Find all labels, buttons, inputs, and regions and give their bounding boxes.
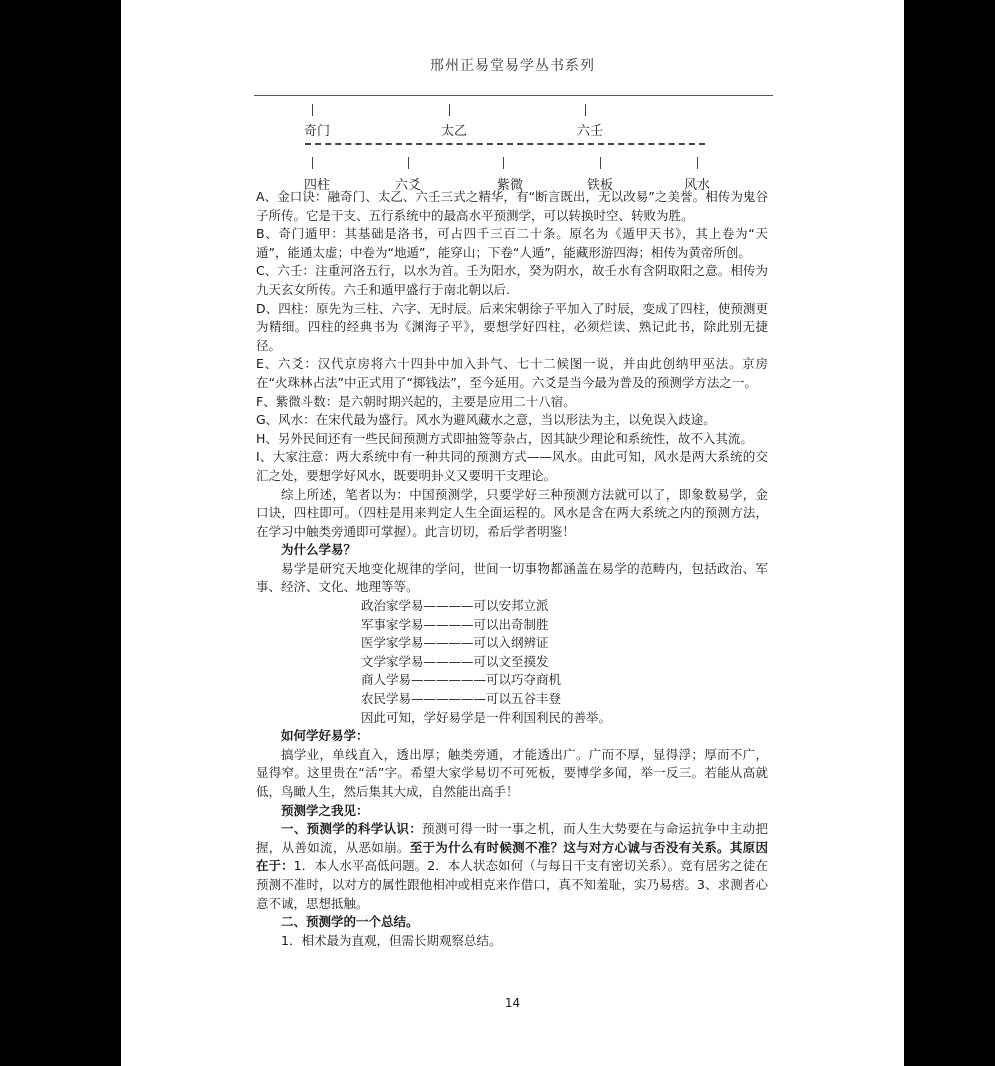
list-item: 因此可知，学好易学是一件利国利民的善举。: [361, 709, 612, 725]
tree-node-liuyao: 六爻: [395, 178, 422, 193]
view-text-1: 预测可得一时一事之机，而人生大势要在与命运抗争中主动把握，从善如流，从恶如崩。: [256, 821, 768, 855]
paragraph-d: D、四柱：原先为三柱、六字、无时辰。后来宋朝徐子平加入了时辰，变成了四柱，使预测更为精细。四柱的经典书为《渊海子平》，要想学好四柱，必须烂读、熟记此书，除此别无捷径。: [256, 300, 768, 353]
list-item: 文学家学易————可以文至摸发: [361, 653, 549, 669]
list-item: 军事家学易————可以出奇制胜: [361, 616, 549, 632]
page-header: 邢州正易堂易学丛书系列: [430, 58, 595, 74]
why-paragraph: 易学是研究天地变化规律的学问，世间一切事物都涵盖在易学的范畴内，包括政治、军事、经济、文化、地理等等。: [256, 560, 768, 595]
paragraph-e: E、六爻：汉代京房将六十四卦中加入卦气、七十二候图一说，并由此创纳甲巫法。京房在“火珠林占法”中正式用了“掷钱法”，至今延用。六爻是当今最为普及的预测学方法之一。: [256, 356, 768, 390]
page-number: 14: [504, 996, 521, 1010]
document-page: [121, 0, 904, 1066]
summary-paragraph: 综上所述，笔者以为：中国预测学，只要学好三种预测方法就可以了，即象数易学，金口诀，四柱即可。（四柱是用来判定人生全面运程的。风水是含在两大系统之内的预测方法，在学习中触类旁通即可掌握）。此言切切，希后学者明鉴！: [256, 486, 768, 539]
view-bold-2: 至于为什么有时候测不准？这与对方心诚与否没有关系。其原因在于：: [256, 839, 768, 874]
paragraph-f: F、紫微斗数：是六朝时期兴起的，主要是应用二十八宿。: [256, 393, 576, 409]
tree-node-fengshui: 风水: [684, 178, 711, 193]
tree-connector: [449, 104, 450, 116]
list-item: 医学家学易————可以入纲辨证: [361, 635, 549, 651]
tree-divider: [305, 143, 705, 145]
paragraph-i: I、大家注意：两大系统中有一种共同的预测方式——风水。由此可知，风水是两大系统的交汇之处，要想学好风水，既要明卦义又要明干支理论。: [256, 449, 768, 483]
tree-node-liuren: 六壬: [577, 124, 604, 139]
how-paragraph: 搞学业，单线直入，透出厚；触类旁通，才能透出广。广而不厚，显得浮；厚而不广，显得窄。这里贵在“活”字。希望大家学易切不可死板，要博学多闻，举一反三。若能从高就低，鸟瞰人生，然后集其大成，自然能出高手！: [256, 746, 768, 799]
tree-node-qimen: 奇门: [304, 124, 331, 139]
view-paragraph-3: 1．相术最为直观，但需长期观察总结。: [281, 932, 502, 948]
tree-connector: [585, 104, 586, 116]
view-paragraph-1: [256, 820, 768, 913]
paragraph-c: C、六壬：注重河洛五行，以水为首。壬为阳水，癸为阴水，故壬水有含阴取阳之意。相传为九天玄女所传。六壬和遁甲盛行于南北朝以后.: [256, 263, 768, 297]
view-bold-1: 一、预测学的科学认识：: [281, 821, 423, 837]
paragraph-b: B、奇门遁甲：其基础是洛书，可占四千三百二十条。原名为《遁甲天书》，其上卷为“天遁”，能通太虚；中卷为“地遁”，能穿山；下卷“人遁”，能藏形游四海；相传为黄帝所创。: [256, 226, 768, 260]
tree-connector: [600, 157, 601, 169]
tree-connector: [312, 104, 313, 116]
paragraph-h: H、另外民间还有一些民间预测方式即抽签等杂占，因其缺少理论和系统性，故不入其流。: [256, 430, 753, 446]
tree-connector: [408, 157, 409, 169]
view-tail: 1．本人水平高低问题。2．本人状态如何（与每日干支有密切关系）。竞有居劣之徒在预测不准时，以对方的属性跟他相冲或相克来作借口，真不知羞耻，实乃易痞。3、求测者心意不诚，思想抵触。: [256, 858, 768, 911]
tree-node-tieban: 铁板: [587, 178, 614, 193]
header-rule: [254, 95, 773, 96]
tree-node-taiyi: 太乙: [441, 124, 468, 139]
paragraph-a: A、金口诀：融奇门、太乙、六壬三式之精华，有“断言既出，无以改易”之美誉。相传为鬼谷子所传。它是干支、五行系统中的最高水平预测学，可以转换时空、转败为胜。: [256, 189, 768, 223]
section-heading-why: 为什么学易？: [281, 542, 357, 558]
list-item: 政治家学易————可以安邦立派: [361, 598, 549, 614]
list-item: 农民学易——————可以五谷丰登: [361, 691, 562, 707]
tree-connector: [697, 157, 698, 169]
section-heading-how: 如何学好易学：: [281, 728, 369, 744]
tree-node-sizhu: 四柱: [304, 178, 331, 193]
tree-connector: [312, 157, 313, 169]
section-heading-view: 预测学之我见：: [281, 802, 369, 818]
view-paragraph-2: 二、预测学的一个总结。: [281, 914, 419, 930]
body-text: [256, 188, 768, 950]
why-list: [256, 597, 768, 727]
tree-connector: [503, 157, 504, 169]
tree-node-ziwei: 紫微: [497, 178, 524, 193]
list-item: 商人学易——————可以巧夺商机: [361, 672, 562, 688]
paragraph-g: G、风水：在宋代最为盛行。风水为避风藏水之意，当以形法为主，以免误入歧途。: [256, 412, 716, 428]
